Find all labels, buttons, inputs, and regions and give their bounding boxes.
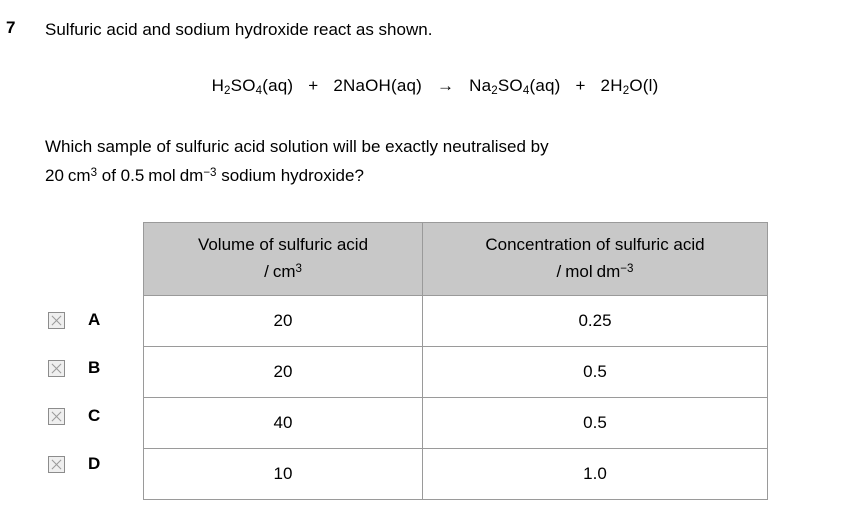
header-concentration-line-1: Concentration of sulfuric acid xyxy=(485,235,705,255)
option-marker-b[interactable] xyxy=(45,344,135,392)
header-concentration xyxy=(423,223,768,296)
conc-unit-dm: dm xyxy=(179,166,204,186)
conc-unit-exponent: −3 xyxy=(203,167,217,179)
equation-product-1: $Na_2SO_4(aq)$ xyxy=(469,76,561,98)
table-row[interactable] xyxy=(144,347,768,398)
option-marker-a[interactable] xyxy=(45,296,135,344)
table-row[interactable] xyxy=(144,398,768,449)
option-marker-d[interactable] xyxy=(45,440,135,488)
equation-reactant-1: $H_2SO_4(aq)$ xyxy=(211,76,294,98)
header-volume-line-1: Volume of sulfuric acid xyxy=(197,235,369,255)
table-header-row xyxy=(144,223,768,296)
cell-concentration-d: 1.0 xyxy=(423,449,768,500)
equation-product-2: $2H_2O(l)$ xyxy=(600,76,659,98)
cell-volume-b: 20 xyxy=(144,347,423,398)
checkbox-crossed-icon[interactable] xyxy=(48,408,65,425)
header-conc-unit-mol: mol xyxy=(565,262,593,282)
cell-concentration-c: 0.5 xyxy=(423,398,768,449)
question-stem: Sulfuric acid and sodium hydroxide react as shown. xyxy=(45,20,433,39)
header-conc-unit-dm: dm xyxy=(596,262,621,282)
conc-unit-mol: mol xyxy=(148,166,176,186)
option-letter-b: B xyxy=(88,358,101,377)
body-line-2-tail: sodium hydroxide? xyxy=(216,166,364,186)
volume-unit: cm xyxy=(67,166,91,186)
cell-volume-d: 10 xyxy=(144,449,423,500)
question-number: 7 xyxy=(6,18,16,37)
header-volume-unit: cm xyxy=(272,262,296,282)
header-volume xyxy=(144,223,423,296)
volume-unit-exponent: 3 xyxy=(90,167,98,179)
cell-concentration-b: 0.5 xyxy=(423,347,768,398)
checkbox-crossed-icon[interactable] xyxy=(48,360,65,377)
chemical-equation xyxy=(45,76,825,97)
equation-arrow: → xyxy=(436,76,455,95)
option-letter-a: A xyxy=(88,310,101,329)
checkbox-crossed-icon[interactable] xyxy=(48,456,65,473)
equation-plus-2: + xyxy=(575,76,586,95)
options-table xyxy=(143,222,768,500)
header-conc-unit-slash: / xyxy=(556,262,562,282)
volume-value: 20 xyxy=(45,166,64,186)
header-volume-unit-exponent: 3 xyxy=(295,263,302,276)
table-row[interactable] xyxy=(144,296,768,347)
question-body-line-2 xyxy=(45,160,835,189)
cell-volume-a: 20 xyxy=(144,296,423,347)
cell-volume-c: 40 xyxy=(144,398,423,449)
option-marker-c[interactable] xyxy=(45,392,135,440)
options-table-wrapper xyxy=(143,222,768,500)
concentration-phrase: of 0.5 xyxy=(97,166,145,186)
option-letter-c: C xyxy=(88,406,101,425)
header-conc-unit-exponent: −3 xyxy=(620,263,634,276)
cell-concentration-a: 0.25 xyxy=(423,296,768,347)
checkbox-crossed-icon[interactable] xyxy=(48,312,65,329)
question-body xyxy=(45,134,835,189)
equation-reactant-2: 2NaOH(aq) xyxy=(333,76,423,95)
question-body-line-1: Which sample of sulfuric acid solution will be exactly neutralised by xyxy=(45,137,549,156)
table-row[interactable] xyxy=(144,449,768,500)
header-volume-unit-slash: / xyxy=(264,262,269,282)
option-letter-d: D xyxy=(88,454,101,473)
equation-plus-1: + xyxy=(308,76,319,95)
